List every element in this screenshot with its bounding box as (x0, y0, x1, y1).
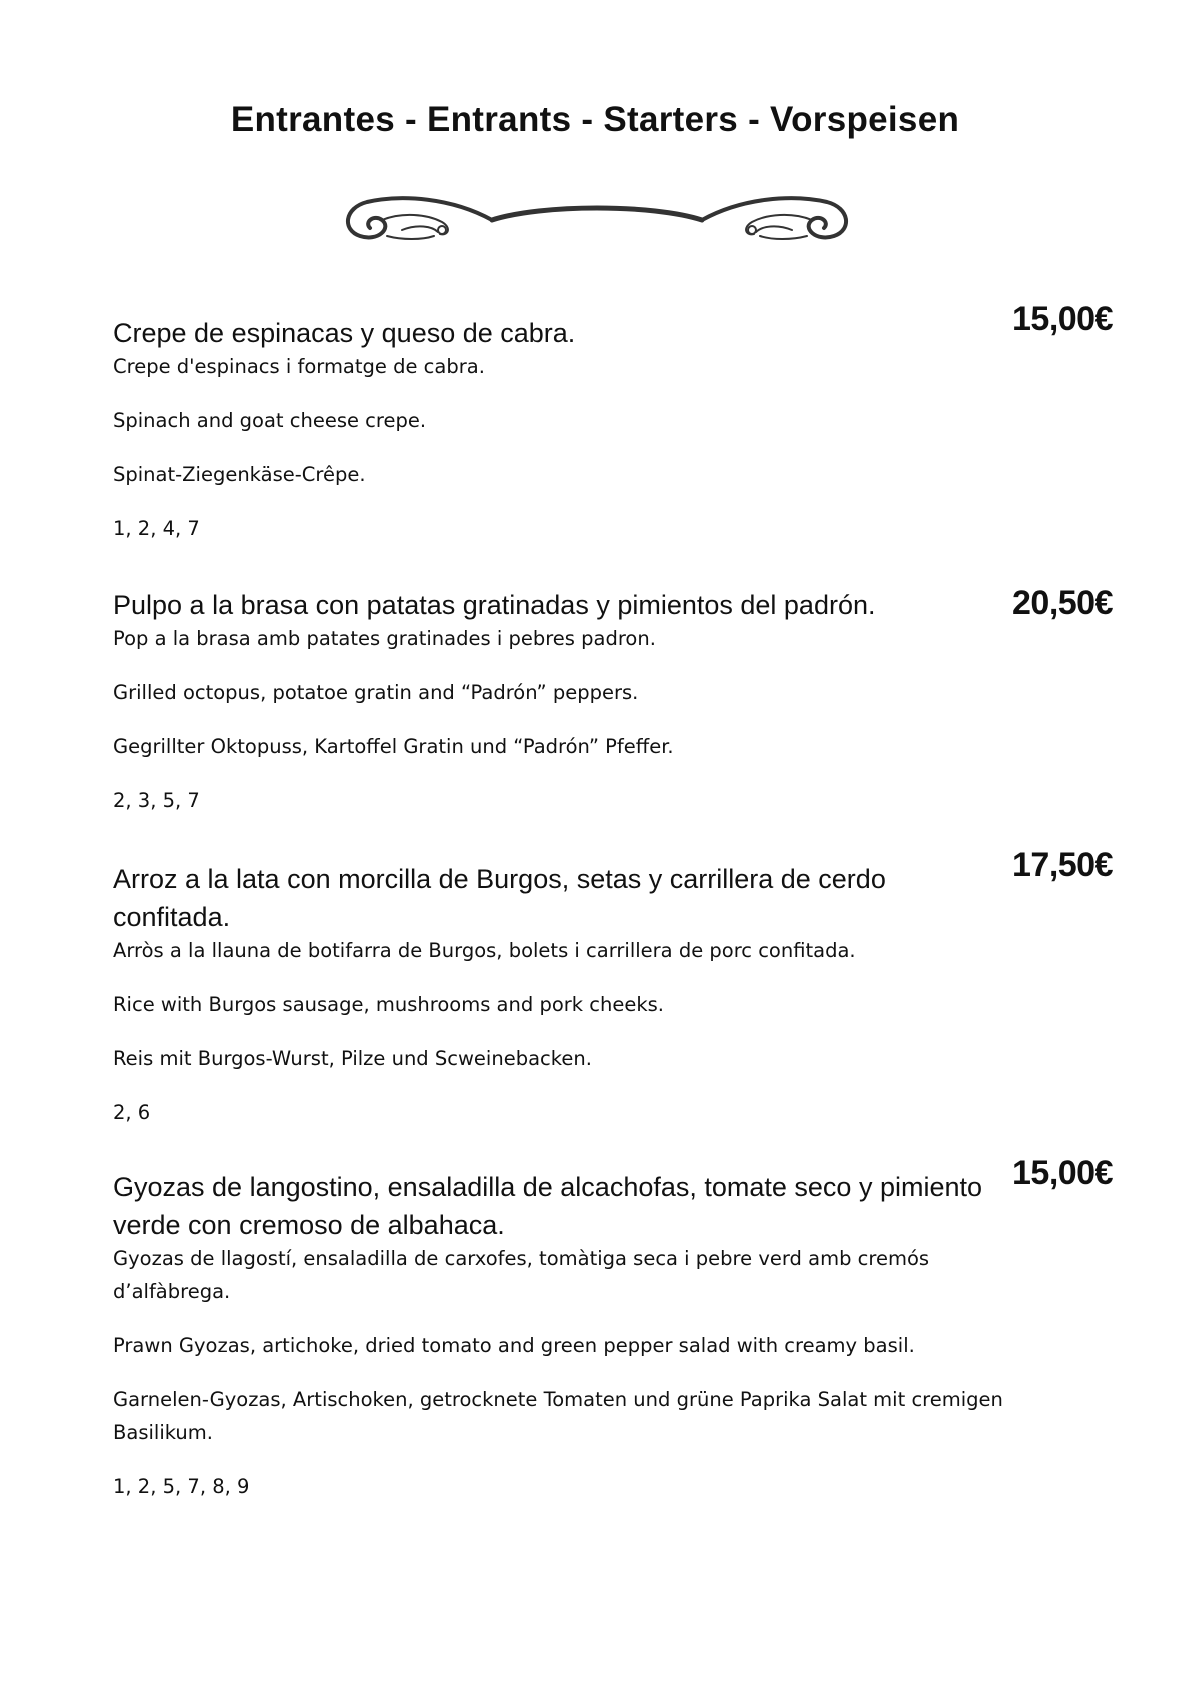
dish-name-spanish: Arroz a la lata con morcilla de Burgos, setas y carrillera de cerdo confitada. (113, 864, 886, 932)
page-title: Entrantes - Entrants - Starters - Vorspeisen (230, 100, 960, 139)
dish-name-german: Garnelen-Gyozas, Artischoken, getrocknete Tomaten und grüne Paprika Salat mit cremigen Basilikum. (113, 1388, 1003, 1444)
dish-name-english: Grilled octopus, potatoe gratin and “Padrón” peppers. (113, 681, 639, 704)
dish-name-german: Reis mit Burgos-Wurst, Pilze und Scweinebacken. (113, 1047, 592, 1070)
scroll-ornament-icon (342, 190, 852, 250)
dish-name-english: Rice with Burgos sausage, mushrooms and pork cheeks. (113, 993, 664, 1016)
dish-name-english: Prawn Gyozas, artichoke, dried tomato and green pepper salad with creamy basil. (113, 1334, 915, 1357)
dish-price: 17,50€ (1012, 846, 1113, 884)
dish-name-german: Gegrillter Oktopuss, Kartoffel Gratin und “Padrón” Pfeffer. (113, 735, 674, 758)
allergen-codes: 1, 2, 5, 7, 8, 9 (113, 1475, 250, 1498)
dish-name-spanish: Gyozas de langostino, ensaladilla de alcachofas, tomate seco y pimiento verde con cremoso de albahaca. (113, 1172, 983, 1240)
dish-name-spanish: Pulpo a la brasa con patatas gratinadas y pimientos del padrón. (113, 590, 876, 620)
dish-price: 20,50€ (1012, 584, 1113, 622)
dish-price: 15,00€ (1012, 300, 1113, 338)
dish-name-german: Spinat-Ziegenkäse-Crêpe. (113, 463, 366, 486)
dish-name-catalan: Gyozas de llagostí, ensaladilla de carxofes, tomàtiga seca i pebre verd amb cremós d’alfàbrega. (113, 1247, 930, 1303)
dish-name-catalan: Crepe d'espinacs i formatge de cabra. (113, 355, 485, 378)
allergen-codes: 1, 2, 4, 7 (113, 517, 200, 540)
dish-price: 15,00€ (1012, 1154, 1113, 1192)
menu-item (113, 1154, 1113, 1503)
menu-item (113, 300, 1113, 545)
menu-item (113, 846, 1113, 1129)
dish-name-spanish: Crepe de espinacas y queso de cabra. (113, 318, 576, 348)
menu-item (113, 586, 1113, 817)
allergen-codes: 2, 3, 5, 7 (113, 789, 200, 812)
dish-name-catalan: Pop a la brasa amb patates gratinades i pebres padron. (113, 627, 656, 650)
allergen-codes: 2, 6 (113, 1101, 151, 1124)
dish-name-english: Spinach and goat cheese crepe. (113, 409, 427, 432)
dish-name-catalan: Arròs a la llauna de botifarra de Burgos, bolets i carrillera de porc confitada. (113, 939, 856, 962)
